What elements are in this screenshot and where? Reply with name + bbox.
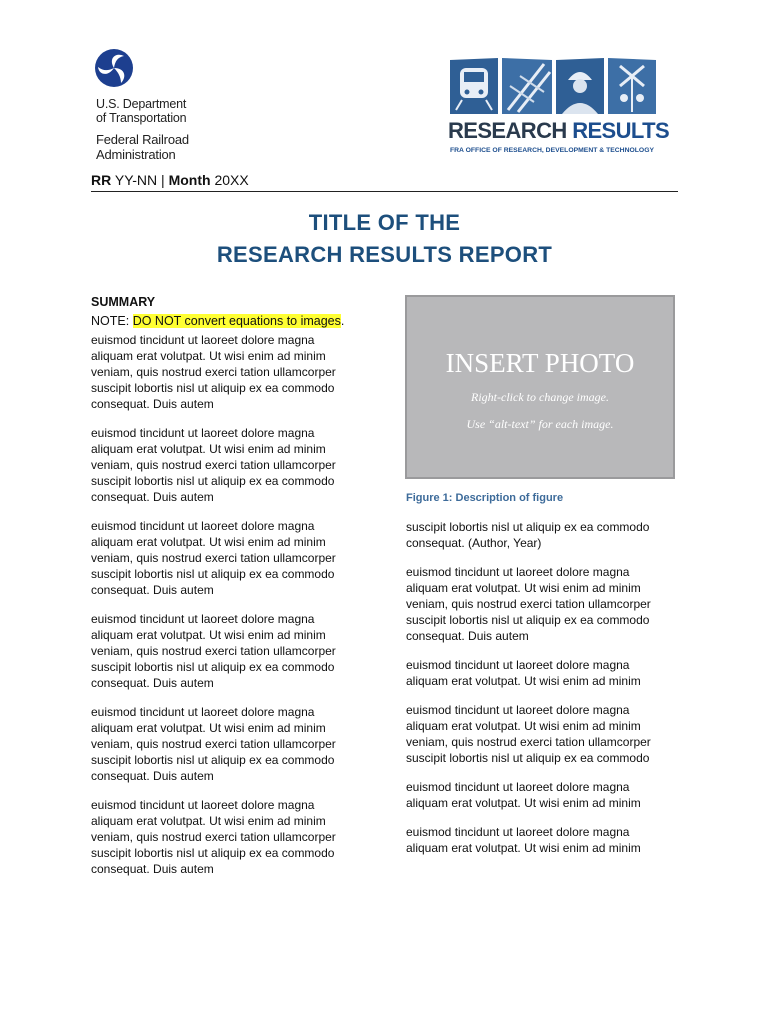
photo-placeholder-instruction-2: Use “alt-text” for each image.	[466, 417, 614, 431]
summary-paragraph-5: euismod tincidunt ut laoreet dolore magna aliquam erat volutpat. Ut wisi enim ad minim veniam, quis nostrud exerci tation ullamcorper suscipit lobortis nisl ut aliquip ex ea commodo consequat. Duis autem	[91, 705, 336, 783]
dot-triskelion-logo-icon	[94, 48, 134, 88]
photo-placeholder-instruction-1: Right-click to change image.	[471, 390, 609, 404]
figure-caption: Figure 1: Description of figure	[406, 492, 564, 504]
summary-paragraph-1: euismod tincidunt ut laoreet dolore magna aliquam erat volutpat. Ut wisi enim ad minim veniam, quis nostrud exerci tation ullamcorper suscipit lobortis nisl ut aliquip ex ea commodo consequat. Duis autem	[91, 333, 336, 411]
train-tile-icon	[450, 58, 498, 114]
research-results-banner-icon	[448, 56, 658, 116]
month-label: Month	[168, 172, 211, 188]
report-prefix: RR	[91, 172, 112, 188]
summary-paragraph-3: euismod tincidunt ut laoreet dolore magna aliquam erat volutpat. Ut wisi enim ad minim veniam, quis nostrud exerci tation ullamcorper suscipit lobortis nisl ut aliquip ex ea commodo consequat. Duis autem	[91, 519, 336, 597]
report-separator: |	[161, 172, 165, 188]
right-paragraph-4: euismod tincidunt ut laoreet dolore magna aliquam erat volutpat. Ut wisi enim ad minim veniam, quis nostrud exerci tation ullamcorper suscipit lobortis nisl ut aliquip ex ea commodo	[406, 703, 651, 765]
agency-name-line1: U.S. Department	[96, 97, 187, 111]
summary-heading: SUMMARY	[91, 295, 156, 309]
report-year: 20XX	[214, 172, 249, 188]
note-label: NOTE:	[91, 314, 130, 328]
administration-name-line2: Administration	[96, 147, 176, 162]
report-number: YY-NN	[114, 172, 158, 188]
report-title-line1: TITLE OF THE	[308, 210, 461, 235]
summary-paragraph-4: euismod tincidunt ut laoreet dolore magna aliquam erat volutpat. Ut wisi enim ad minim veniam, quis nostrud exerci tation ullamcorper suscipit lobortis nisl ut aliquip ex ea commodo consequat. Duis autem	[91, 612, 336, 690]
note-highlight: DO NOT convert equations to images	[132, 314, 341, 328]
track-tile-icon	[502, 58, 552, 114]
right-paragraph-1: suscipit lobortis nisl ut aliquip ex ea commodo consequat. (Author, Year)	[406, 520, 650, 550]
agency-name-line2: of Transportation	[96, 111, 187, 125]
office-subtitle: FRA OFFICE OF RESEARCH, DEVELOPMENT & TECHNOLOGY	[450, 147, 655, 154]
right-paragraph-5: euismod tincidunt ut laoreet dolore magna aliquam erat volutpat. Ut wisi enim ad minim	[406, 780, 641, 810]
report-title-line2: RESEARCH RESULTS REPORT	[216, 242, 553, 267]
header-rule	[91, 191, 678, 192]
report-number-line	[91, 171, 249, 189]
summary-paragraph-2: euismod tincidunt ut laoreet dolore magna aliquam erat volutpat. Ut wisi enim ad minim veniam, quis nostrud exerci tation ullamcorper suscipit lobortis nisl ut aliquip ex ea commodo consequat. Duis autem	[91, 426, 336, 504]
summary-paragraph-6: euismod tincidunt ut laoreet dolore magna aliquam erat volutpat. Ut wisi enim ad minim veniam, quis nostrud exerci tation ullamcorper suscipit lobortis nisl ut aliquip ex ea commodo consequat. Duis autem	[91, 798, 336, 876]
photo-placeholder[interactable]	[405, 295, 675, 479]
research-results-wordmark: RESEARCH RESULTS	[448, 118, 670, 143]
administration-name-line1: Federal Railroad	[96, 132, 189, 147]
note-line	[91, 314, 344, 328]
worker-tile-icon	[556, 58, 604, 114]
crossing-tile-icon	[608, 58, 656, 114]
right-paragraph-3: euismod tincidunt ut laoreet dolore magna aliquam erat volutpat. Ut wisi enim ad minim	[406, 658, 641, 688]
photo-placeholder-title: INSERT PHOTO	[445, 348, 635, 378]
right-paragraph-2: euismod tincidunt ut laoreet dolore magna aliquam erat volutpat. Ut wisi enim ad minim veniam, quis nostrud exerci tation ullamcorper suscipit lobortis nisl ut aliquip ex ea commodo consequat. Duis autem	[406, 565, 651, 643]
note-period: .	[340, 314, 345, 328]
right-paragraph-6: euismod tincidunt ut laoreet dolore magna aliquam erat volutpat. Ut wisi enim ad minim	[406, 825, 641, 855]
